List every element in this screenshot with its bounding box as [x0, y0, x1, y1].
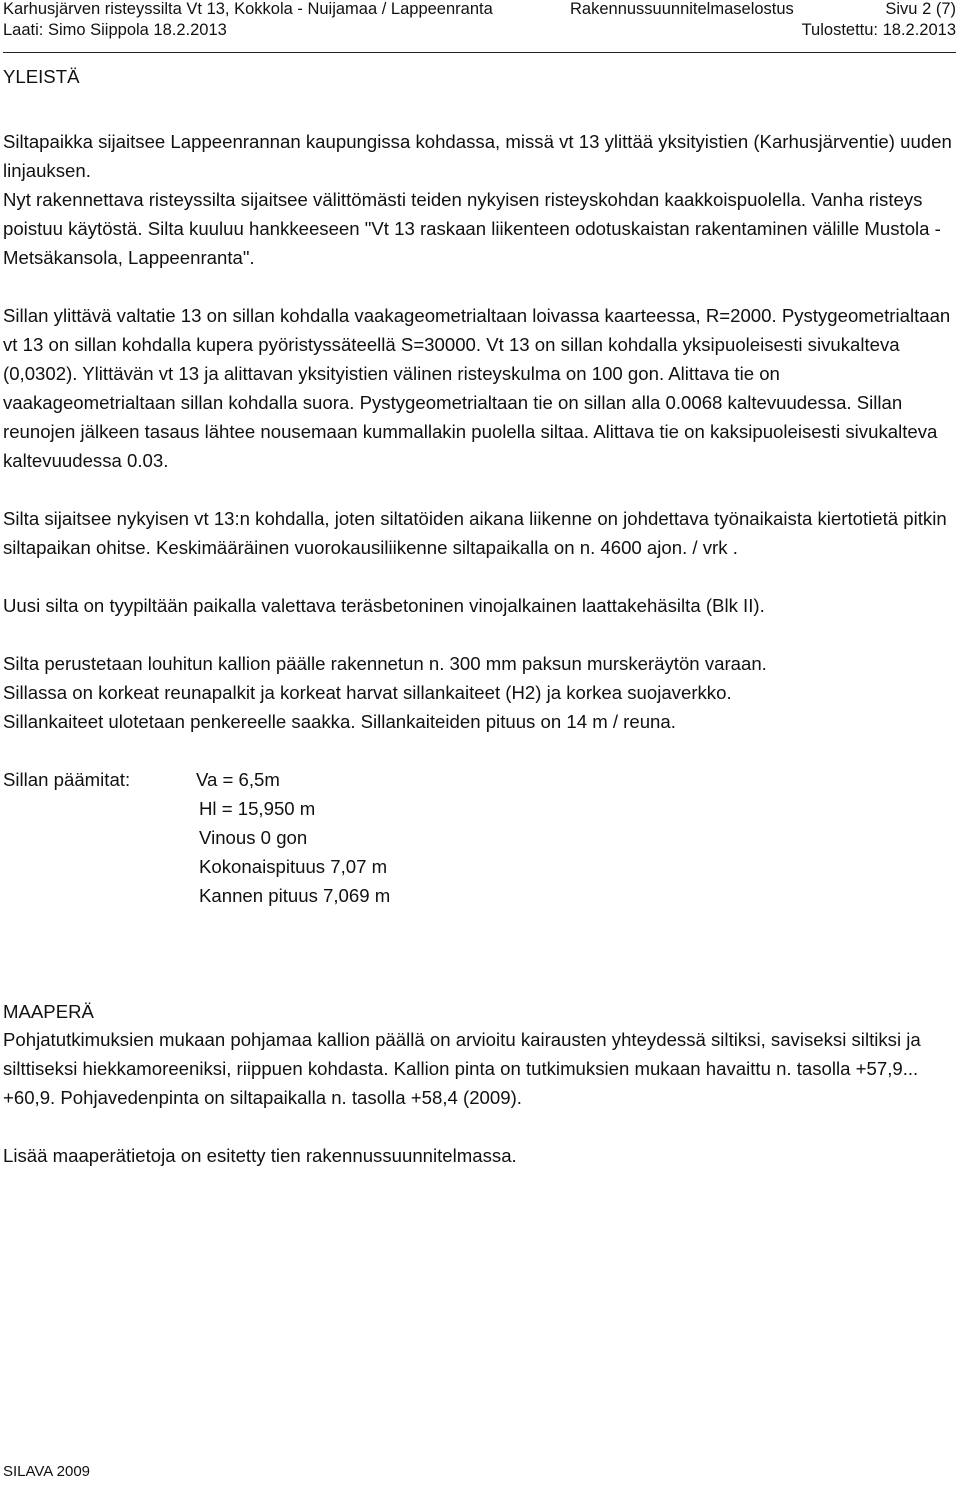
main-dimensions-list: [196, 765, 391, 910]
main-dimensions-label: Sillan päämitat:: [3, 769, 131, 790]
printed-date: Tulostettu: 18.2.2013: [801, 21, 956, 39]
section-heading-soil: MAAPERÄ: [3, 1001, 94, 1022]
paragraph-traffic: Silta sijaitsee nykyisen vt 13:n kohdalla, joten siltatöiden aikana liikenne on johdettava työnaikaista kiertotietä pitkin siltapaikan ohitse. Keskimääräinen vuorokausiliikenne siltapaikalla on n. 4600 ajon. / vrk .: [3, 508, 947, 558]
page-number: Sivu 2 (7): [885, 0, 956, 18]
paragraph-railing-length: Sillankaiteet ulotetaan penkereelle saakka. Sillankaiteiden pituus on 14 m / reuna.: [3, 711, 676, 732]
paragraph-soil: Pohjatutkimuksien mukaan pohjamaa kallion päällä on arvioitu kairausten yhteydessä siltiksi, saviseksi siltiksi ja silttiseksi hiekkamoreeniksi, riippuen kohdasta. Kallion pinta on tutkimuksien mukaan havaittu n. tasolla +57,9... +60,9. Pohjavedenpinta on siltapaikalla n. tasolla +58,4 (2009).: [3, 1029, 921, 1108]
dimension-item: Kokonaispituus 7,07 m: [199, 856, 388, 877]
page-header: [3, 0, 956, 53]
document-body: [3, 62, 955, 1170]
paragraph-location: Siltapaikka sijaitsee Lappeenrannan kaupungissa kohdassa, missä vt 13 ylittää yksityistien (Karhusjärventie) uuden linjauksen.: [3, 131, 952, 181]
paragraph-bridge-type: Uusi silta on tyypiltään paikalla valettava teräsbetoninen vinojalkainen laattakehäsilta (Blk II).: [3, 595, 765, 616]
section-heading-general: YLEISTÄ: [3, 66, 80, 87]
paragraph-geometry: Sillan ylittävä valtatie 13 on sillan kohdalla vaakageometrialtaan loivassa kaarteessa, R=2000. Pystygeometrialtaan vt 13 on sillan kohdalla kupera pyöristyssäteellä S=30000. Vt 13 on sillan kohdalla yksipuoleisesti sivukalteva (0,0302). Ylittävän vt 13 ja alittavan yksityistien välinen risteyskulma on 100 gon. Alittava tie on vaakageometrialtaan sillan kohdalla suora. Pystygeometrialtaan tie on sillan alla 0.0068 kaltevuudessa. Sillan reunojen jälkeen tasaus lähtee nousemaan kummallakin puolella siltaa. Alittava tie on kaksipuoleisesti sivukalteva kaltevuudessa 0.03.: [3, 305, 951, 471]
paragraph-bridge-project: Nyt rakennettava risteyssilta sijaitsee välittömästi teiden nykyisen risteyskohdan kaakkoispuolella. Vanha risteys poistuu käytöstä. Silta kuuluu hankkeeseen "Vt 13 raskaan liikenteen odotuskaistan rakentaminen välille Mustola - Metsäkansola, Lappeenranta".: [3, 189, 941, 268]
dimension-item: Vinous 0 gon: [199, 827, 308, 848]
paragraph-foundation: Silta perustetaan louhitun kallion päälle rakennetun n. 300 mm paksun murskeräytön varaan.: [3, 653, 767, 674]
author-line: Laati: Simo Siippola 18.2.2013: [3, 21, 227, 39]
paragraph-soil-more: Lisää maaperätietoja on esitetty tien rakennussuunnitelmassa.: [3, 1145, 517, 1166]
dimension-item: Hl = 15,950 m: [199, 798, 316, 819]
main-dimensions: [3, 765, 955, 910]
dimension-item: Va = 6,5m: [196, 769, 280, 790]
paragraph-railings: Sillassa on korkeat reunapalkit ja korkeat harvat sillankaiteet (H2) ja korkea suojaverkko.: [3, 682, 732, 703]
dimension-item: Kannen pituus 7,069 m: [199, 885, 391, 906]
page-footer: SILAVA 2009: [3, 1463, 91, 1480]
document-title: Karhusjärven risteyssilta Vt 13, Kokkola - Nuijamaa / Lappeenranta: [3, 0, 493, 18]
document-type: Rakennussuunnitelmaselostus: [570, 0, 794, 18]
